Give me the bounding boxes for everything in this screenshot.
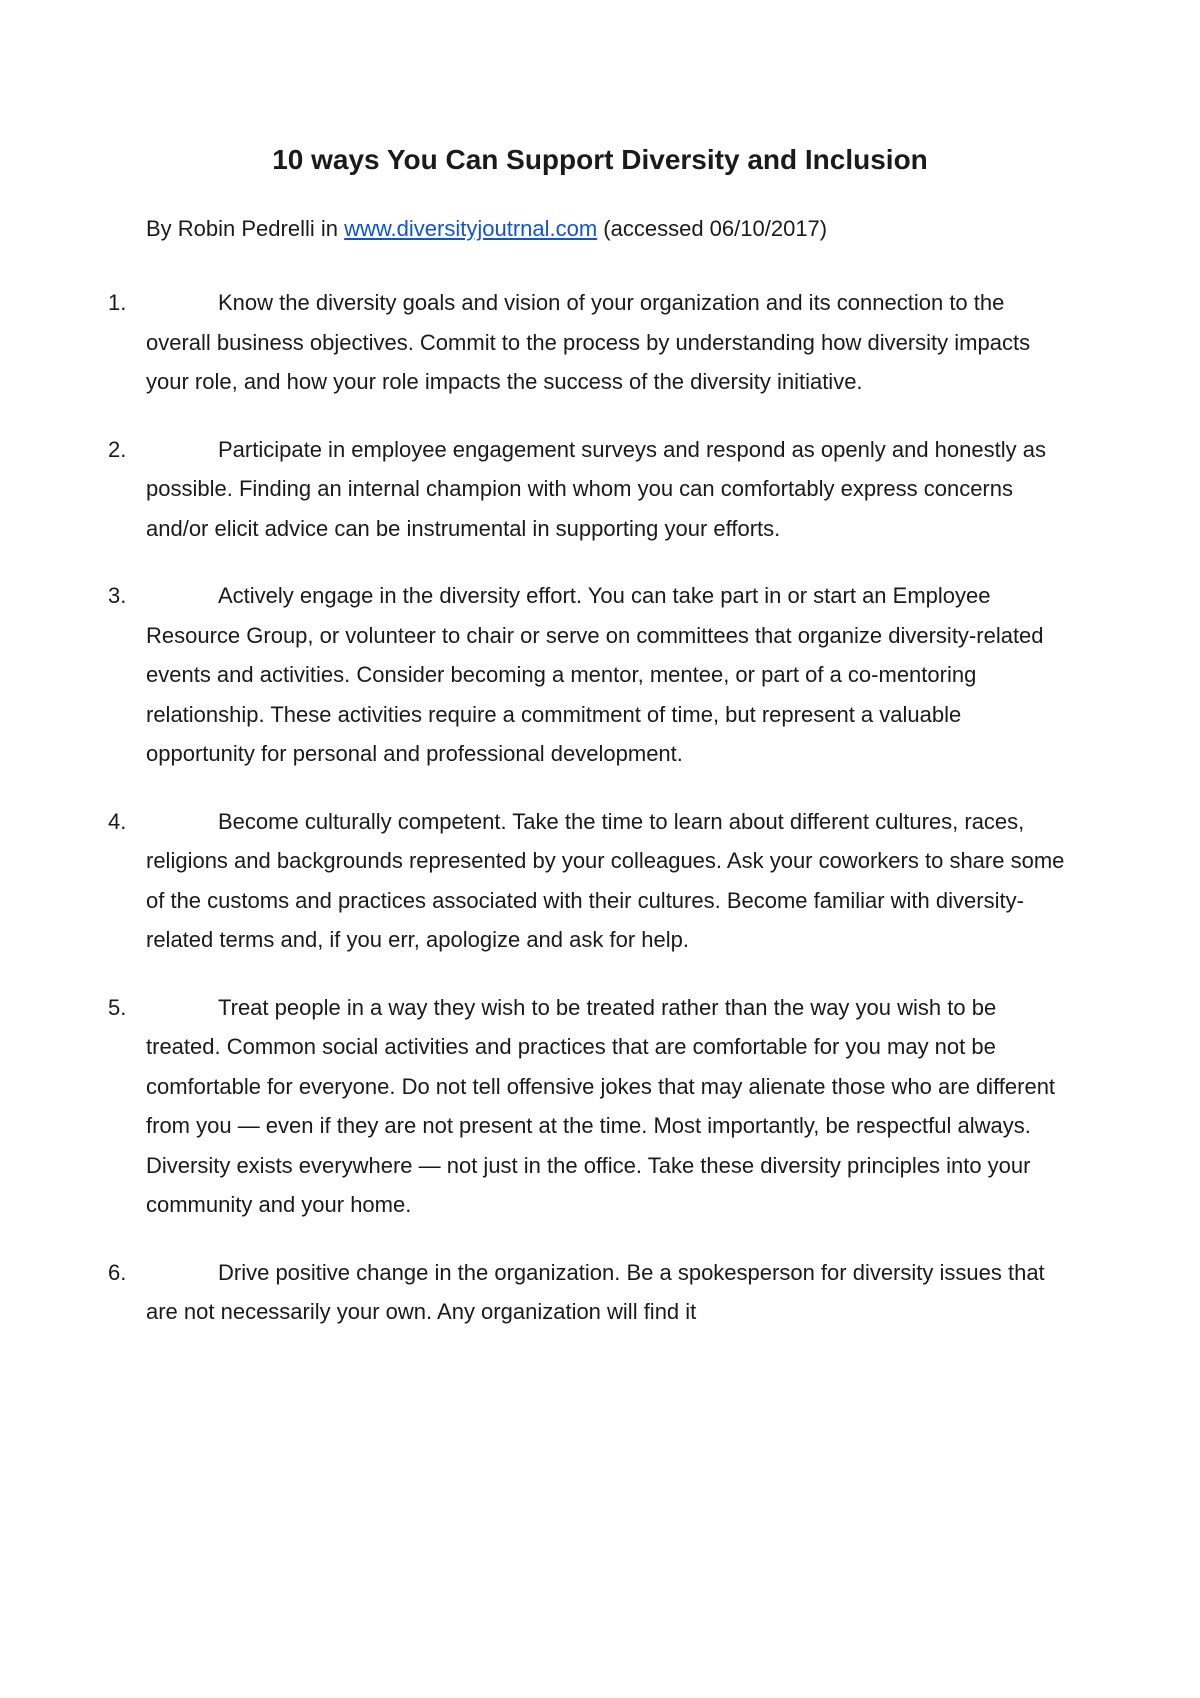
list-item-text: Know the diversity goals and vision of your organization and its connection to the overall business objectives. Commit to the process by understanding how diversity impacts your role, and how your role impacts the success of the diversity initiative. [146, 290, 1031, 394]
list-item [0, 430, 1200, 549]
list-item [0, 802, 1200, 960]
list-item-number: 3. [108, 583, 127, 608]
list-item-number: 6. [108, 1259, 127, 1285]
list-item [0, 283, 1200, 402]
tips-list [0, 283, 1200, 1360]
byline-prefix: By Robin Pedrelli in [146, 216, 345, 241]
byline-suffix: (accessed 06/10/2017) [597, 216, 828, 241]
list-item-number: 1. [108, 290, 127, 315]
document-title: 10 ways You Can Support Diversity and Inclusion [272, 144, 928, 175]
list-item [0, 576, 1200, 774]
list-item-number: 4. [108, 808, 127, 834]
list-item [0, 1253, 1200, 1332]
list-item-number: 2. [108, 436, 127, 462]
list-item-text: Drive positive change in the organization. Be a spokesperson for diversity issues that are not necessarily your own. Any organization will find it [146, 1259, 1045, 1324]
list-item-text: Participate in employee engagement surveys and respond as openly and honestly as possible. Finding an internal champion with whom you can comfortably express concerns and/or elicit advice can be instrumental in supporting your efforts. [146, 436, 1046, 541]
byline [146, 214, 827, 244]
list-item-number: 5. [108, 994, 127, 1020]
list-item-text: Treat people in a way they wish to be treated rather than the way you wish to be treated. Common social activities and practices that are comfortable for you may not be comfortable for everyone. Do not tell offensive jokes that may alienate those who are different from you — even if they are not present at the time. Most importantly, be respectful always. Diversity exists everywhere — not just in the office. Take these diversity principles into your community and your home. [146, 994, 1056, 1217]
source-link[interactable]: www.diversityjoutrnal.com [344, 216, 598, 241]
list-item-text: Actively engage in the diversity effort. You can take part in or start an Employee Resource Group, or volunteer to chair or serve on committees that organize diversity-related events and activities. Consider becoming a mentor, mentee, or part of a co-mentoring relationship. These activities require a commitment of time, but represent a valuable opportunity for personal and professional development. [146, 583, 1044, 766]
list-item [0, 988, 1200, 1225]
list-item-text: Become culturally competent. Take the time to learn about different cultures, races, religions and backgrounds represented by your colleagues. Ask your coworkers to share some of the customs and practices associated with their cultures. Become familiar with diversity-related terms and, if you err, apologize and ask for help. [146, 808, 1065, 952]
